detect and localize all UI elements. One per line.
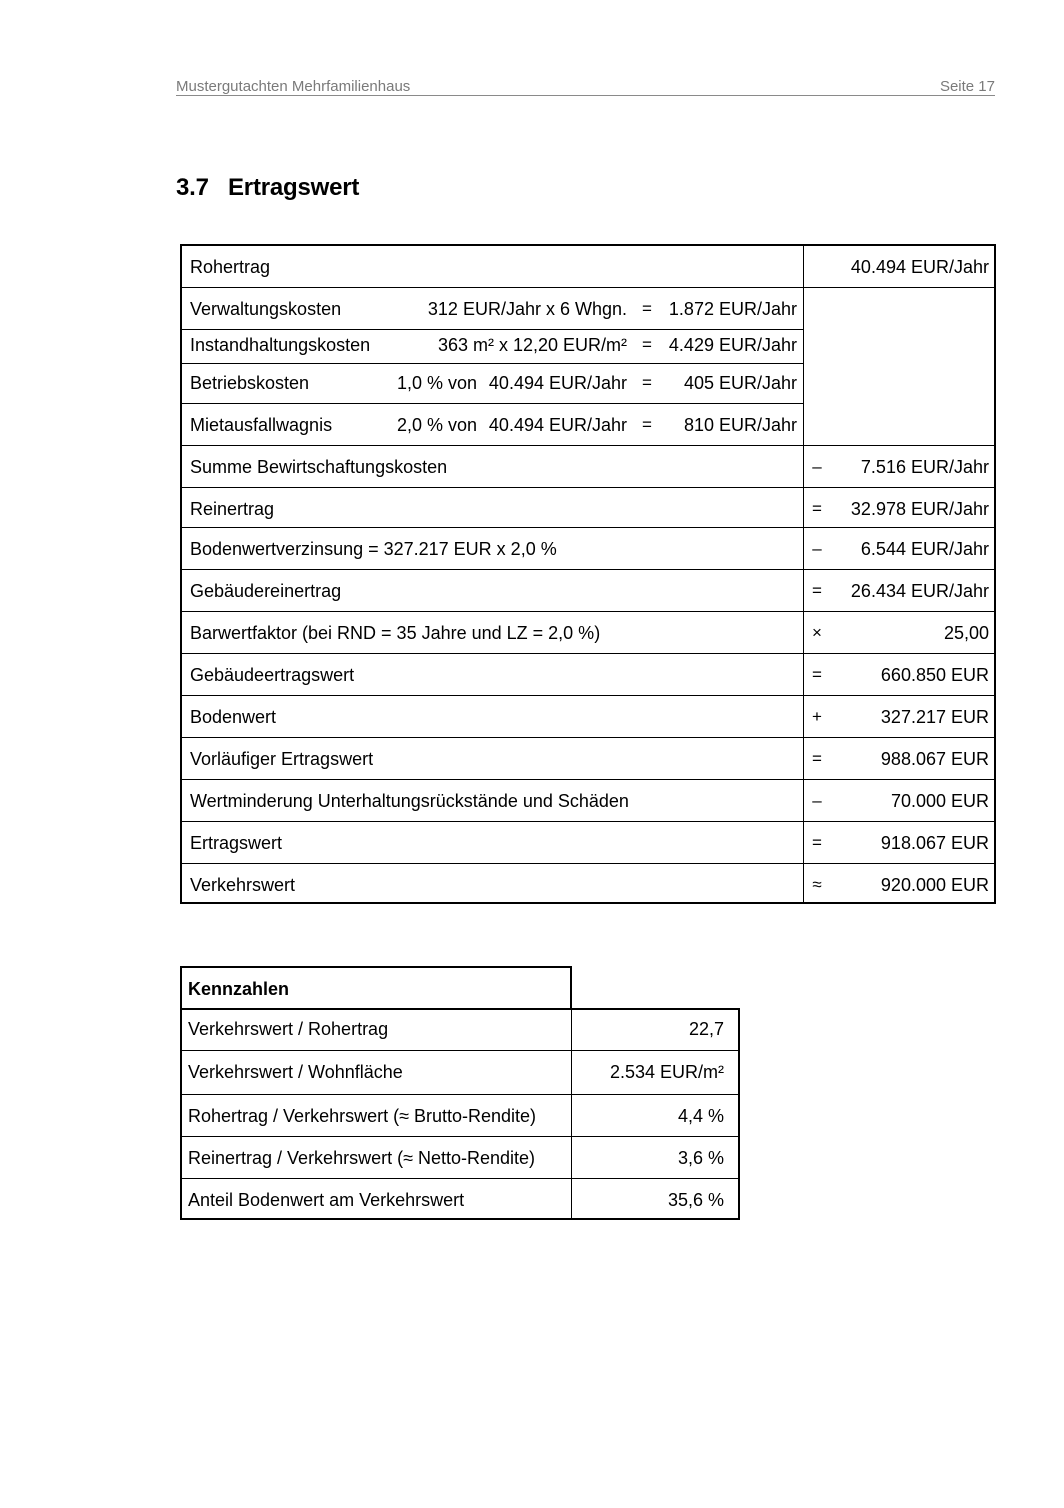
row-operator: =: [812, 665, 822, 684]
cost-calc-verwaltung: 312 EUR/Jahr x 6 Whgn.: [427, 299, 627, 319]
cost-pct-mietausfall: 2,0 % von: [396, 415, 477, 435]
cost-label-instandhaltung: Instandhaltungskosten: [190, 335, 371, 355]
row-label: Bodenwertverzinsung = 327.217 EUR x 2,0 %: [190, 539, 557, 559]
cost-label-verwaltung: Verwaltungskosten: [190, 299, 342, 319]
row-divider: [182, 487, 994, 488]
row-operator: ≈: [812, 875, 822, 894]
row-divider: [182, 695, 994, 696]
cost-label-betrieb: Betriebskosten: [190, 373, 310, 393]
kennzahl-label: Reinertrag / Verkehrswert (≈ Netto-Rendite): [188, 1148, 536, 1168]
section-heading: [176, 174, 359, 202]
kennzahl-label: Verkehrswert / Rohertrag: [188, 1019, 389, 1039]
row-value: 918.067 EUR: [880, 833, 989, 853]
row-operator: =: [812, 833, 822, 852]
cost-label-mietausfall: Mietausfallwagnis: [190, 415, 333, 435]
row-value: 7.516 EUR/Jahr: [860, 457, 989, 477]
section-number: 3.7: [176, 174, 209, 201]
cost-base-betrieb: 40.494 EUR/Jahr: [488, 373, 627, 393]
cost-pct-betrieb: 1,0 % von: [396, 373, 477, 393]
row-operator: =: [812, 581, 822, 600]
row-operator: =: [812, 499, 822, 518]
kennzahlen-header: [180, 966, 572, 1010]
row-divider: [182, 821, 994, 822]
row-divider: [182, 329, 803, 330]
row-value: 988.067 EUR: [880, 749, 989, 769]
row-value: 26.434 EUR/Jahr: [850, 581, 989, 601]
row-divider: [182, 445, 994, 446]
rohertrag-value: 40.494 EUR/Jahr: [850, 257, 989, 277]
cost-eq-mietausfall: =: [642, 415, 652, 434]
row-divider: [182, 779, 994, 780]
row-divider: [182, 527, 994, 528]
row-divider: [182, 403, 803, 404]
cost-value-instandhaltung: 4.429 EUR/Jahr: [668, 335, 797, 355]
row-label: Vorläufiger Ertragswert: [190, 749, 374, 769]
row-divider: [182, 363, 803, 364]
row-label: Barwertfaktor (bei RND = 35 Jahre und LZ = 2,0 %): [190, 623, 601, 643]
row-divider: [182, 569, 994, 570]
cost-eq-betrieb: =: [642, 373, 652, 392]
row-label: Gebäudereinertrag: [190, 581, 342, 601]
row-label: Gebäudeertragswert: [190, 665, 355, 685]
row-divider: [182, 653, 994, 654]
ertragswert-table: [180, 244, 996, 904]
document-title: Mustergutachten Mehrfamilienhaus: [176, 78, 411, 95]
cost-eq-verwaltung: =: [642, 299, 652, 318]
row-operator: ×: [812, 623, 822, 642]
row-value: 6.544 EUR/Jahr: [860, 539, 989, 559]
row-label: Verkehrswert: [190, 875, 296, 895]
kennzahlen-table: [180, 1008, 740, 1220]
cost-base-mietausfall: 40.494 EUR/Jahr: [488, 415, 627, 435]
kennzahl-label: Anteil Bodenwert am Verkehrswert: [188, 1190, 465, 1210]
row-value: 32.978 EUR/Jahr: [850, 499, 989, 519]
section-title: Ertragswert: [228, 174, 360, 201]
cost-eq-instandhaltung: =: [642, 335, 652, 354]
kennzahl-value: 22,7: [688, 1019, 724, 1039]
cost-value-mietausfall: 810 EUR/Jahr: [683, 415, 797, 435]
row-value: 660.850 EUR: [880, 665, 989, 685]
kennzahlen-title: Kennzahlen: [188, 979, 290, 999]
row-label: Ertragswert: [190, 833, 283, 853]
row-divider: [182, 1136, 738, 1137]
row-label: Summe Bewirtschaftungskosten: [190, 457, 448, 477]
kennzahl-value: 4,4 %: [677, 1106, 724, 1126]
cost-calc-instandhaltung: 363 m² x 12,20 EUR/m²: [437, 335, 627, 355]
column-divider: [571, 1010, 572, 1218]
kennzahl-value: 2.534 EUR/m²: [609, 1062, 724, 1082]
row-divider: [182, 287, 994, 288]
row-divider: [182, 1178, 738, 1179]
row-operator: =: [812, 749, 822, 768]
row-value: 70.000 EUR: [890, 791, 989, 811]
row-divider: [182, 1094, 738, 1095]
row-label: Wertminderung Unterhaltungsrückstände und Schäden: [190, 791, 629, 811]
kennzahl-value: 3,6 %: [677, 1148, 724, 1168]
row-operator: –: [812, 791, 822, 810]
kennzahl-label: Rohertrag / Verkehrswert (≈ Brutto-Rendite): [188, 1106, 537, 1126]
row-label: Reinertrag: [190, 499, 275, 519]
row-operator: –: [812, 457, 822, 476]
page-header: [176, 78, 995, 96]
row-value: 920.000 EUR: [880, 875, 989, 895]
row-operator: –: [812, 539, 822, 558]
row-divider: [182, 737, 994, 738]
row-divider: [182, 1050, 738, 1051]
row-label: Bodenwert: [190, 707, 277, 727]
rohertrag-label: Rohertrag: [190, 257, 271, 277]
row-value: 25,00: [943, 623, 989, 643]
kennzahl-label: Verkehrswert / Wohnfläche: [188, 1062, 403, 1082]
row-divider: [182, 863, 994, 864]
row-operator: +: [812, 707, 822, 726]
row-value: 327.217 EUR: [880, 707, 989, 727]
page-number: Seite 17: [939, 78, 995, 95]
cost-value-verwaltung: 1.872 EUR/Jahr: [668, 299, 797, 319]
kennzahl-value: 35,6 %: [667, 1190, 724, 1210]
row-divider: [182, 611, 994, 612]
column-divider: [803, 246, 804, 902]
cost-value-betrieb: 405 EUR/Jahr: [683, 373, 797, 393]
